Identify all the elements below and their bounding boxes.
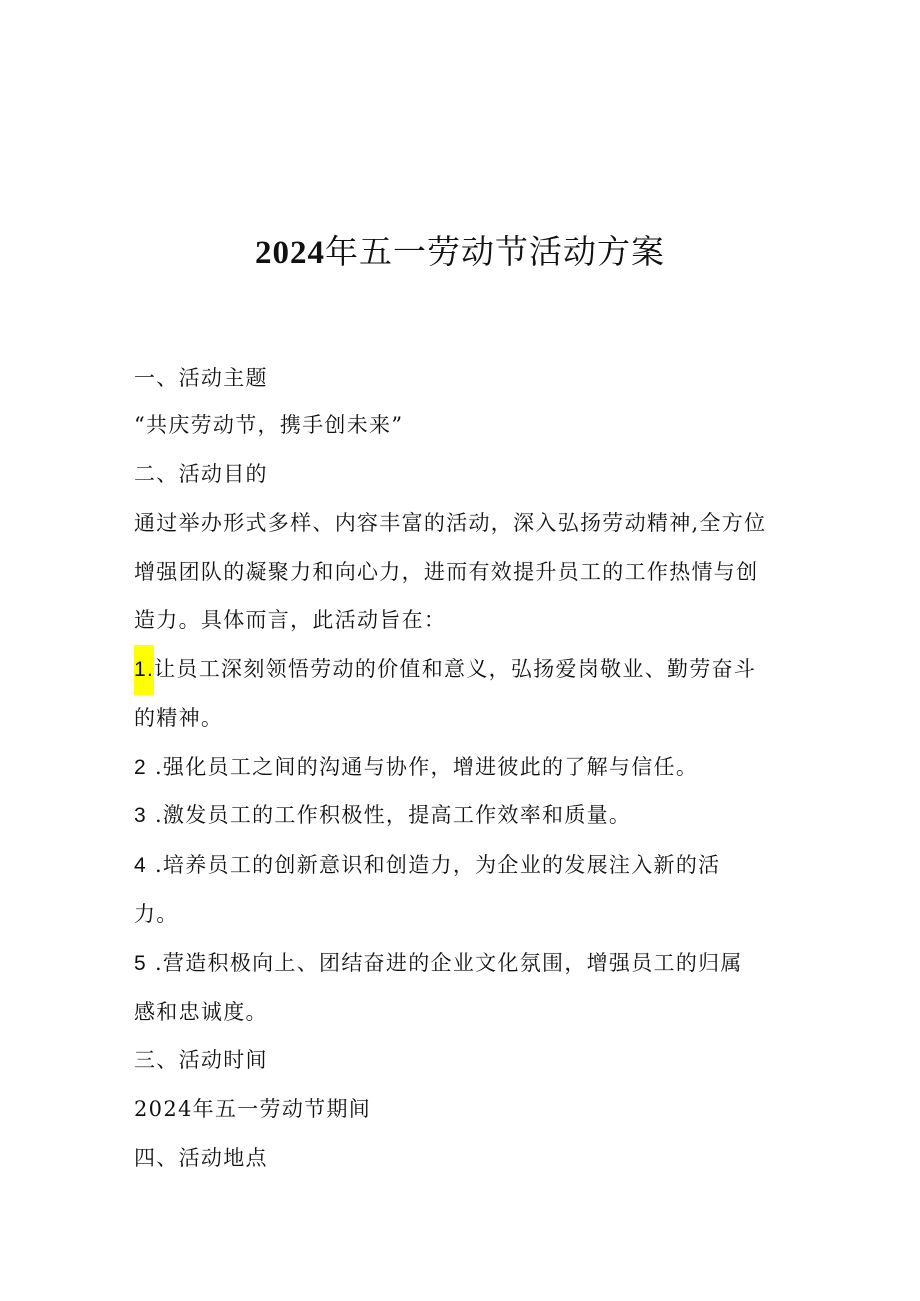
list-item-2 [134, 750, 814, 785]
title-text: 年五一劳动节活动方案 [325, 232, 665, 271]
list-marker: 2 [134, 756, 147, 779]
section-heading-time: 三、活动时间 [134, 1048, 268, 1072]
list-item-5-continuation: 感和忠诚度。 [134, 1000, 268, 1024]
list-item-3-text: .激发员工的工作积极性，提高工作效率和质量。 [146, 803, 632, 827]
list-item-4-continuation: 力。 [134, 902, 179, 926]
list-item-1 [134, 652, 814, 687]
list-marker-highlighted: 1. [134, 645, 154, 695]
title-year: 2024 [255, 235, 325, 271]
purpose-paragraph-line-1: 通过举办形式多样、内容丰富的活动，深入弘扬劳动精神,全方位 [134, 511, 767, 535]
section-heading-location: 四、活动地点 [134, 1146, 268, 1170]
section-heading-theme: 一、活动主题 [134, 366, 268, 390]
list-item-4-text: .培养员工的创新意识和创造力，为企业的发展注入新的活 [146, 853, 721, 877]
document-title [0, 228, 920, 277]
list-item-3 [134, 798, 814, 833]
purpose-paragraph-line-2: 增强团队的凝聚力和向心力，进而有效提升员工的工作热情与创 [134, 560, 759, 584]
list-item-5-text: .营造积极向上、团结奋进的企业文化氛围，增强员工的归属 [146, 951, 743, 975]
list-item-1-text: 让员工深刻领悟劳动的价值和意义，弘扬爱岗敬业、勤劳奋斗 [154, 657, 757, 681]
list-item-1-continuation: 的精神。 [134, 706, 224, 730]
list-marker: 5 [134, 952, 147, 975]
section-heading-purpose: 二、活动目的 [134, 462, 268, 486]
activity-time-text: 2024年五一劳动节期间 [134, 1097, 372, 1121]
purpose-paragraph-line-3: 造力。具体而言，此活动旨在： [134, 608, 447, 632]
theme-slogan: “共庆劳动节，携手创未来” [134, 413, 404, 437]
list-item-4 [134, 848, 814, 883]
list-marker: 4 [134, 854, 147, 877]
list-item-2-text: .强化员工之间的沟通与协作，增进彼此的了解与信任。 [146, 755, 699, 779]
list-item-5 [134, 946, 814, 981]
list-marker: 3 [134, 804, 147, 827]
